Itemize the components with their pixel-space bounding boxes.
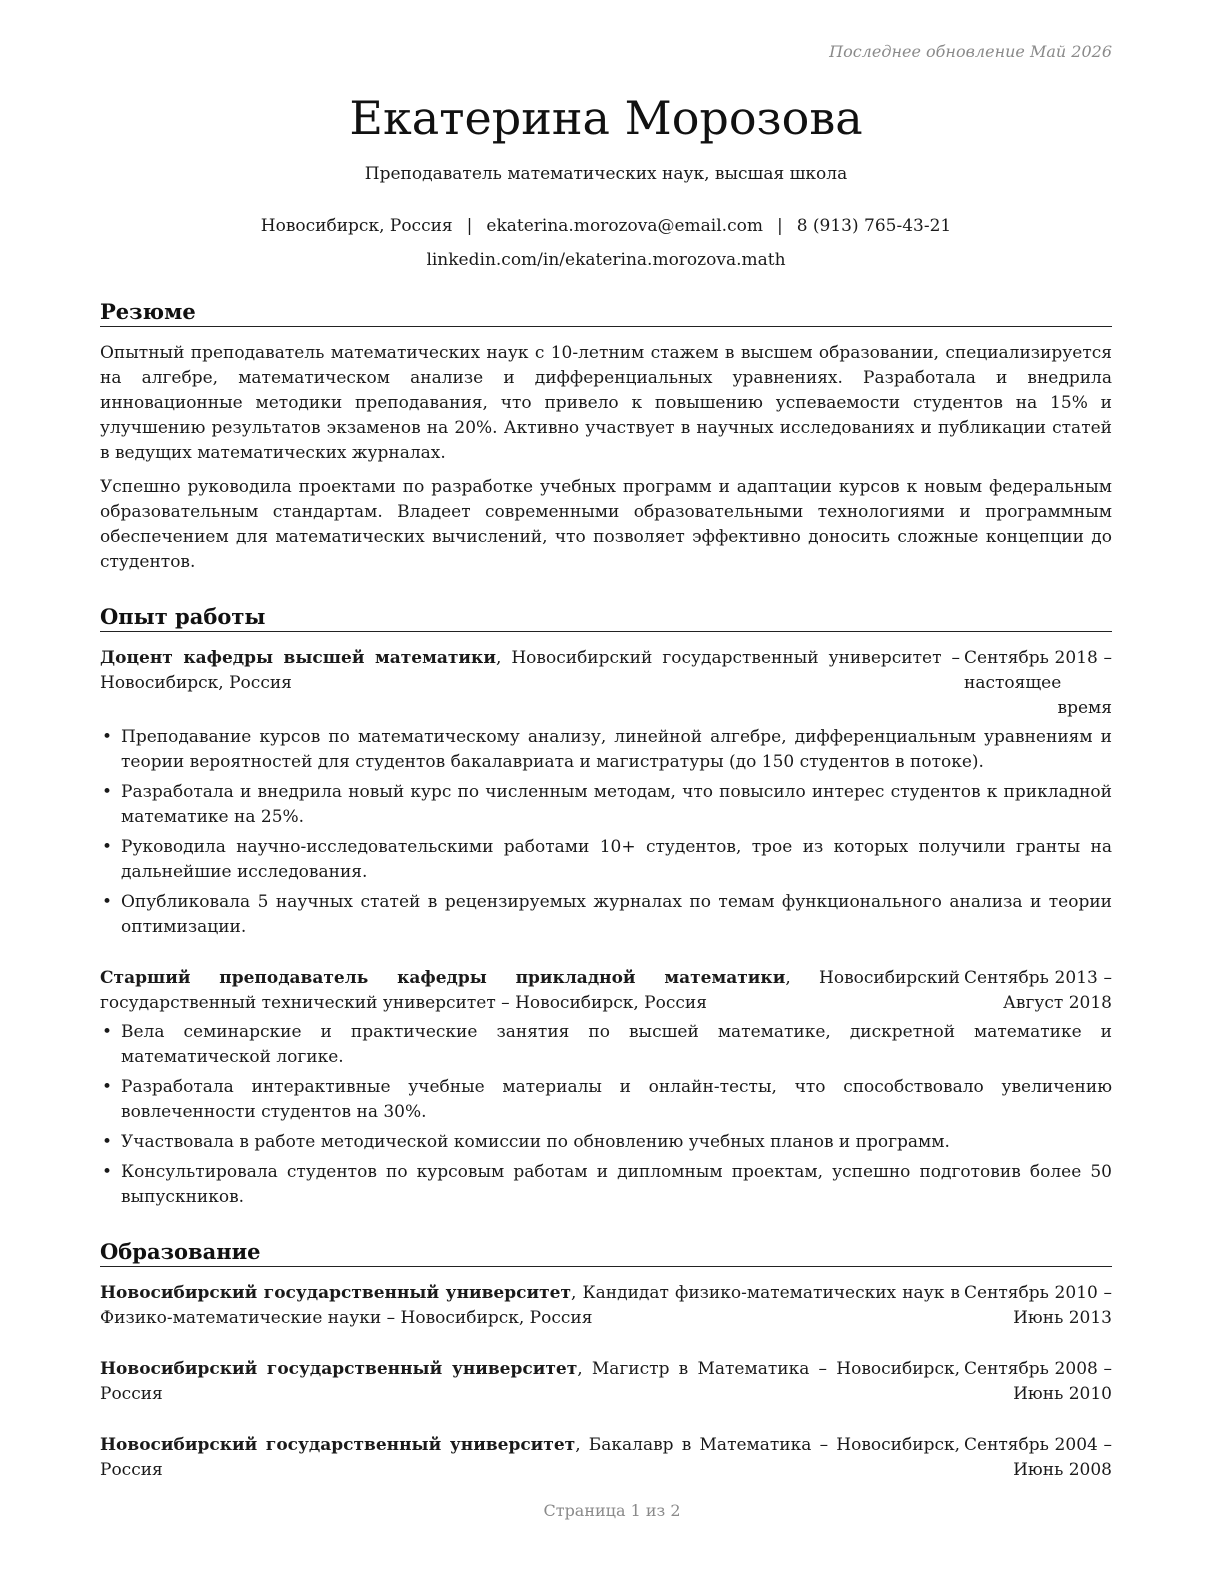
bullet-icon: • bbox=[102, 1077, 113, 1097]
summary-paragraph: Опытный преподаватель математических наук с 10-летним стажем в высшем образовании, специализируется на алгебре, математическом анализе и дифференциальных уравнениях. Разработала и внедрила инновационные методики преподавания, что привело к повышению успеваемости студентов на 15% и улучшению результатов экзаменов на 20%. Активно участвует в научных исследованиях и публикации статей в ведущих математических журналах. bbox=[100, 343, 1112, 463]
job-position: Старший преподаватель кафедры прикладной математики bbox=[100, 968, 786, 988]
bullet-icon: • bbox=[102, 1022, 113, 1042]
section-title-experience: Опыт работы bbox=[100, 603, 1112, 632]
bullet-icon: • bbox=[102, 727, 113, 747]
education-heading bbox=[100, 1433, 960, 1483]
list-item bbox=[100, 1130, 1112, 1155]
job-heading bbox=[100, 646, 960, 721]
bullet-text: Участвовала в работе методической комиссии по обновлению учебных планов и программ. bbox=[121, 1132, 950, 1152]
page-number: Страница 1 из 2 bbox=[543, 1501, 681, 1520]
education-details: , Магистр в Математика – Новосибирск, Россия bbox=[100, 1359, 960, 1404]
job-dates: Сентябрь 2018 – настоящее время bbox=[964, 648, 1112, 718]
contact-info bbox=[100, 214, 1112, 238]
bullet-icon: • bbox=[102, 837, 113, 857]
list-item bbox=[100, 1020, 1112, 1070]
education-school: Новосибирский государственный университет bbox=[100, 1283, 571, 1303]
bullet-icon: • bbox=[102, 892, 113, 912]
candidate-name: Екатерина Морозова bbox=[349, 91, 863, 145]
job-bullets bbox=[100, 1020, 1112, 1210]
bullet-text: Разработала интерактивные учебные материалы и онлайн-тесты, что способствовало увеличению вовлеченности студентов на 30%. bbox=[121, 1077, 1112, 1122]
bullet-text: Вела семинарские и практические занятия по высшей математике, дискретной математике и математической логике. bbox=[121, 1022, 1112, 1067]
education-heading bbox=[100, 1281, 960, 1331]
education-school: Новосибирский государственный университет bbox=[100, 1435, 576, 1455]
education-school: Новосибирский государственный университет bbox=[100, 1359, 578, 1379]
job-bullets bbox=[100, 725, 1112, 940]
job-position: Доцент кафедры высшей математики bbox=[100, 648, 496, 668]
job-dates: Сентябрь 2013 – Август 2018 bbox=[964, 968, 1112, 1013]
list-item bbox=[100, 1160, 1112, 1210]
list-item bbox=[100, 725, 1112, 775]
last-updated-note: Последнее обновление Май 2026 bbox=[829, 42, 1112, 61]
location-text: Новосибирск, Россия bbox=[260, 216, 453, 236]
education-details: , Кандидат физико-математических наук в Физико-математические науки – Новосибирск, Россия bbox=[100, 1283, 960, 1328]
education-dates: Сентябрь 2010 – Июнь 2013 bbox=[964, 1283, 1112, 1328]
education-heading bbox=[100, 1357, 960, 1407]
phone-text: 8 (913) 765-43-21 bbox=[796, 216, 952, 236]
email-link[interactable]: ekaterina.morozova@email.com bbox=[486, 216, 763, 236]
job-entry bbox=[100, 646, 1112, 721]
education-entry bbox=[100, 1433, 1112, 1483]
job-details: , Новосибирский государственный технический университет – Новосибирск, Россия bbox=[100, 968, 960, 1013]
list-item bbox=[100, 1075, 1112, 1125]
education-dates: Сентябрь 2004 – Июнь 2008 bbox=[964, 1435, 1112, 1480]
job-entry bbox=[100, 966, 1112, 1016]
list-item bbox=[100, 835, 1112, 885]
job-details: , Новосибирский государственный университет – Новосибирск, Россия bbox=[100, 648, 960, 693]
linkedin-row bbox=[100, 248, 1112, 272]
bullet-text: Разработала и внедрила новый курс по численным методам, что повысило интерес студентов к прикладной математике на 25%. bbox=[121, 782, 1112, 827]
bullet-text: Консультировала студентов по курсовым работам и дипломным проектам, успешно подготовив более 50 выпускников. bbox=[121, 1162, 1112, 1207]
resume-page bbox=[100, 40, 1112, 1483]
bullet-text: Руководила научно-исследовательскими работами 10+ студентов, трое из которых получили гранты на дальнейшие исследования. bbox=[121, 837, 1112, 882]
education-details: , Бакалавр в Математика – Новосибирск, Россия bbox=[100, 1435, 960, 1480]
education-entry bbox=[100, 1281, 1112, 1331]
contact-separator: | bbox=[466, 216, 473, 236]
bullet-icon: • bbox=[102, 782, 113, 802]
section-title-education: Образование bbox=[100, 1238, 1112, 1267]
list-item bbox=[100, 890, 1112, 940]
education-dates: Сентябрь 2008 – Июнь 2010 bbox=[964, 1359, 1112, 1404]
bullet-icon: • bbox=[102, 1132, 113, 1152]
bullet-text: Преподавание курсов по математическому анализу, линейной алгебре, дифференциальным уравнениям и теории вероятностей для студентов бакалавриата и магистратуры (до 150 студентов в потоке). bbox=[121, 727, 1112, 772]
list-item bbox=[100, 780, 1112, 830]
education-entry bbox=[100, 1357, 1112, 1407]
linkedin-link[interactable]: linkedin.com/in/ekaterina.morozova.math bbox=[426, 250, 786, 270]
job-heading bbox=[100, 966, 960, 1016]
candidate-headline: Преподаватель математических наук, высшая школа bbox=[364, 164, 848, 184]
section-title-summary: Резюме bbox=[100, 298, 1112, 327]
summary-paragraph: Успешно руководила проектами по разработке учебных программ и адаптации курсов к новым федеральным образовательным стандартам. Владеет современными образовательными технологиями и программным обеспечением для математических вычислений, что позволяет эффективно доносить сложные концепции до студентов. bbox=[100, 477, 1112, 572]
contact-separator: | bbox=[776, 216, 783, 236]
bullet-text: Опубликовала 5 научных статей в рецензируемых журналах по темам функционального анализа и теории оптимизации. bbox=[121, 892, 1112, 937]
bullet-icon: • bbox=[102, 1162, 113, 1182]
